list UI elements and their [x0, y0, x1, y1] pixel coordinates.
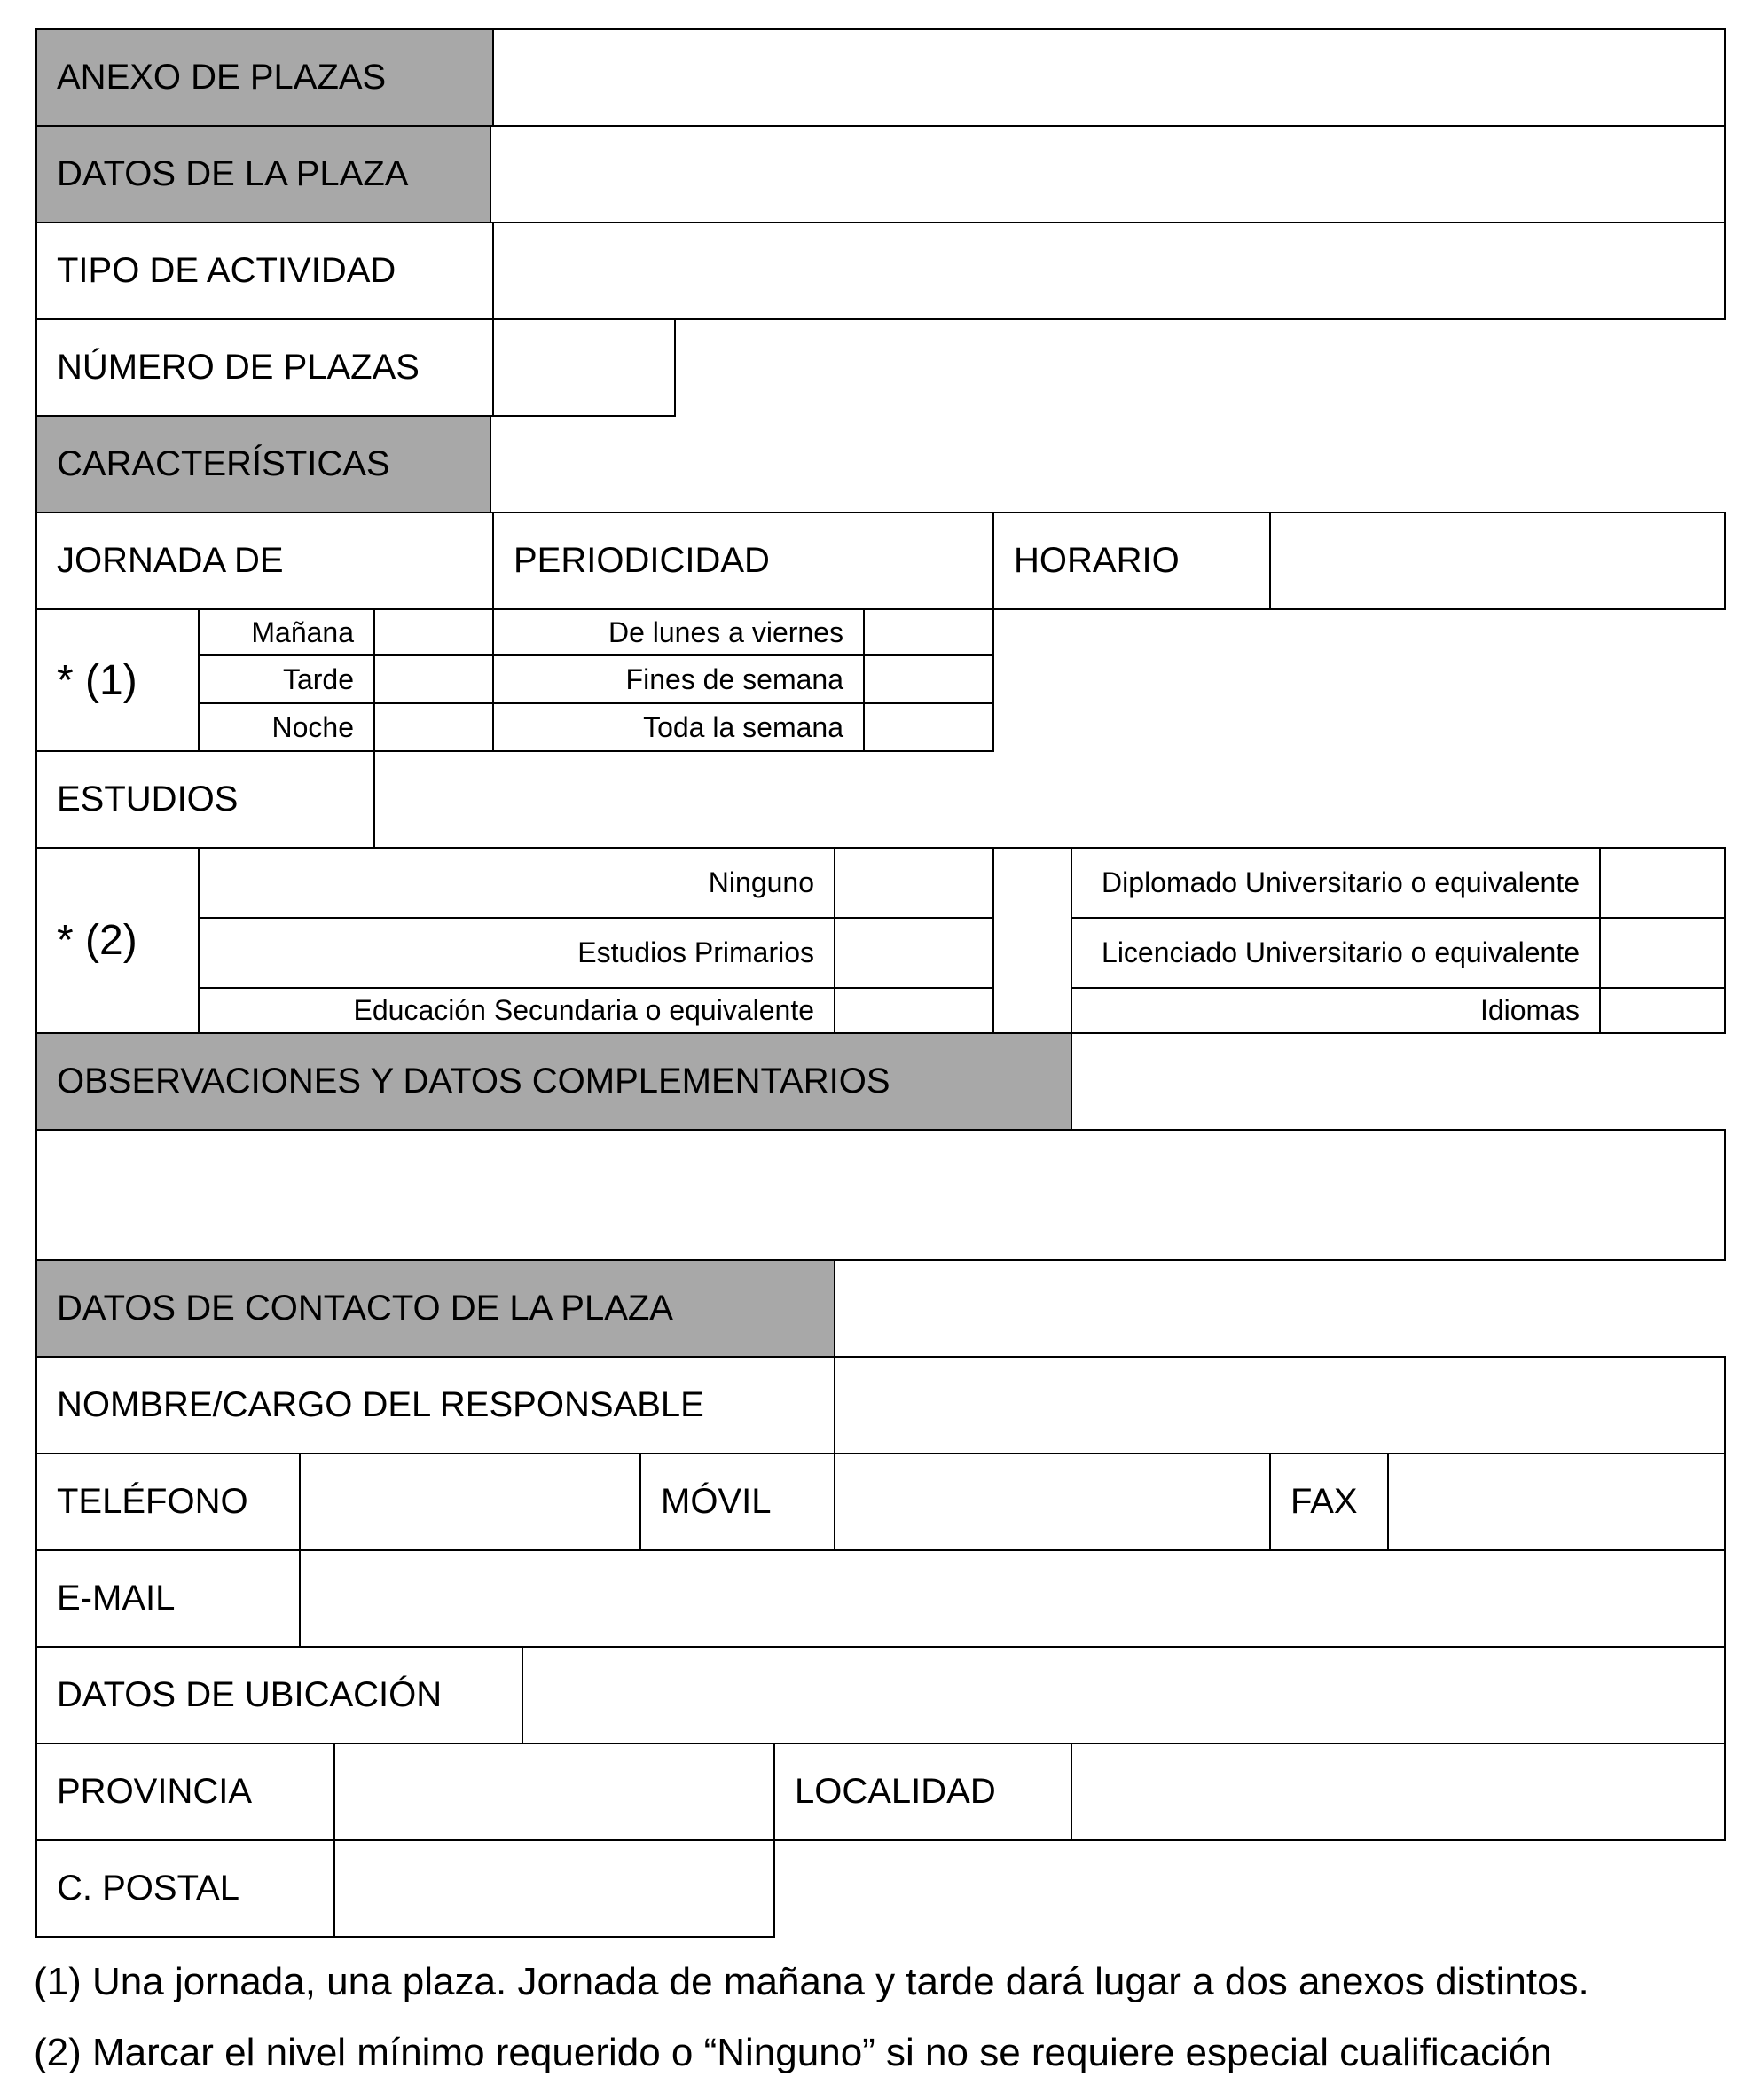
datos-plaza-header-field [490, 125, 1726, 223]
anexo-value-field[interactable] [492, 28, 1726, 127]
email-field[interactable] [299, 1549, 1726, 1648]
responsable-label: NOMBRE/CARGO DEL RESPONSABLE [35, 1356, 835, 1454]
ubicacion-field[interactable] [522, 1646, 1726, 1744]
jornada-noche-checkbox[interactable] [373, 702, 494, 752]
estudios-primarios-checkbox[interactable] [834, 917, 994, 989]
telefono-label: TELÉFONO [35, 1453, 301, 1551]
fax-field[interactable] [1387, 1453, 1726, 1551]
estudios-option-idiomas: Idiomas [1071, 987, 1601, 1034]
estudios-option-ninguno: Ninguno [198, 847, 835, 919]
estudios-option-diplomado: Diplomado Universitario o equivalente [1071, 847, 1601, 919]
estudios-secundaria-checkbox[interactable] [834, 987, 994, 1034]
tipo-actividad-field[interactable] [492, 222, 1726, 320]
periodicidad-lunes-viernes-checkbox[interactable] [863, 608, 994, 656]
horario-label: HORARIO [992, 512, 1271, 610]
estudios-option-licenciado: Licenciado Universitario o equivalente [1071, 917, 1601, 989]
jornada-manana-checkbox[interactable] [373, 608, 494, 656]
movil-label: MÓVIL [639, 1453, 835, 1551]
email-label: E-MAIL [35, 1549, 301, 1648]
responsable-field[interactable] [834, 1356, 1726, 1454]
localidad-field[interactable] [1071, 1743, 1726, 1841]
footnote-2: (2) Marcar el nivel mínimo requerido o “Ninguno” si no se requiere especial cualificación [34, 2031, 1552, 2074]
caracteristicas-section-title: CARACTERÍSTICAS [35, 415, 491, 513]
estudios-option-secundaria: Educación Secundaria o equivalente [198, 987, 835, 1034]
tipo-actividad-label: TIPO DE ACTIVIDAD [35, 222, 494, 320]
estudios-spacer-cell [992, 847, 1072, 1034]
numero-plazas-field[interactable] [492, 318, 676, 417]
datos-plaza-section-title: DATOS DE LA PLAZA [35, 125, 491, 223]
provincia-field[interactable] [333, 1743, 775, 1841]
fax-label: FAX [1269, 1453, 1389, 1551]
estudios-diplomado-checkbox[interactable] [1599, 847, 1726, 919]
telefono-field[interactable] [299, 1453, 641, 1551]
estudios-label: ESTUDIOS [35, 750, 375, 849]
periodicidad-option-fines-semana: Fines de semana [492, 654, 865, 704]
observaciones-section-title: OBSERVACIONES Y DATOS COMPLEMENTARIOS [35, 1032, 1072, 1131]
footnote-1: (1) Una jornada, una plaza. Jornada de mañana y tarde dará lugar a dos anexos distintos. [34, 1960, 1589, 2003]
movil-field[interactable] [834, 1453, 1271, 1551]
contacto-section-title: DATOS DE CONTACTO DE LA PLAZA [35, 1259, 835, 1358]
estudios-note-ref: * (2) [35, 847, 200, 1034]
cpostal-label: C. POSTAL [35, 1839, 335, 1938]
estudios-ninguno-checkbox[interactable] [834, 847, 994, 919]
provincia-label: PROVINCIA [35, 1743, 335, 1841]
estudios-option-primarios: Estudios Primarios [198, 917, 835, 989]
periodicidad-label: PERIODICIDAD [492, 512, 994, 610]
estudios-idiomas-checkbox[interactable] [1599, 987, 1726, 1034]
periodicidad-fines-semana-checkbox[interactable] [863, 654, 994, 704]
jornada-tarde-checkbox[interactable] [373, 654, 494, 704]
cpostal-field[interactable] [333, 1839, 775, 1938]
jornada-option-manana: Mañana [198, 608, 375, 656]
anexo-title: ANEXO DE PLAZAS [35, 28, 494, 127]
horario-field[interactable] [1269, 512, 1726, 610]
jornada-option-noche: Noche [198, 702, 375, 752]
periodicidad-toda-semana-checkbox[interactable] [863, 702, 994, 752]
localidad-label: LOCALIDAD [773, 1743, 1072, 1841]
periodicidad-option-toda-semana: Toda la semana [492, 702, 865, 752]
periodicidad-option-lunes-viernes: De lunes a viernes [492, 608, 865, 656]
estudios-licenciado-checkbox[interactable] [1599, 917, 1726, 989]
jornada-note-ref: * (1) [35, 608, 200, 752]
observaciones-field[interactable] [35, 1129, 1726, 1261]
numero-plazas-label: NÚMERO DE PLAZAS [35, 318, 494, 417]
jornada-label: JORNADA DE [35, 512, 494, 610]
ubicacion-label: DATOS DE UBICACIÓN [35, 1646, 523, 1744]
jornada-option-tarde: Tarde [198, 654, 375, 704]
